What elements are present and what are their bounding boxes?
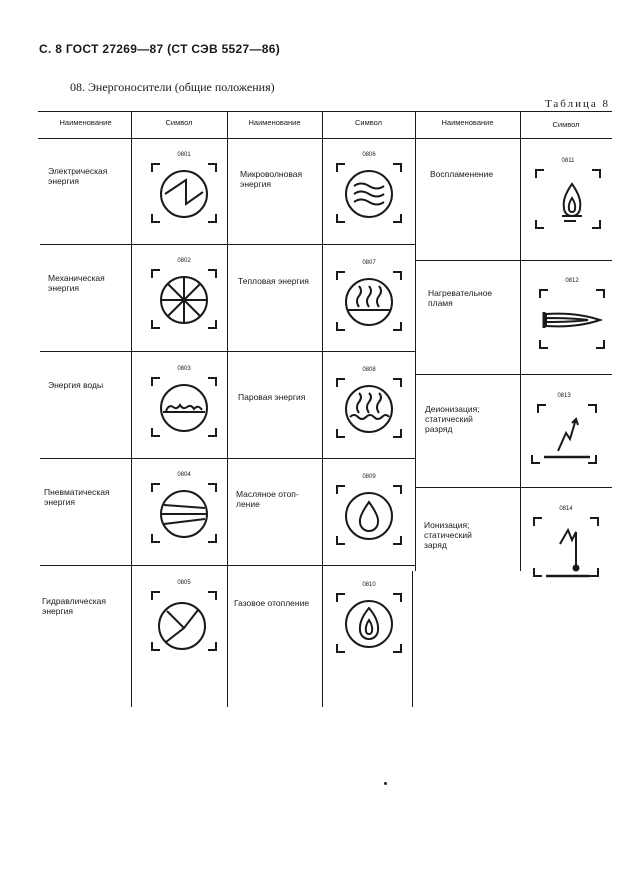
row-name: Паровая энергия bbox=[238, 392, 306, 402]
section-title: 08. Энергоносители (общие положения) bbox=[70, 80, 275, 94]
steam-energy-icon bbox=[329, 367, 409, 449]
ignition-icon bbox=[528, 158, 608, 240]
row-name: Масляное отоп-ление bbox=[236, 489, 299, 509]
gas-heating-icon bbox=[329, 582, 409, 664]
symbol-code: 0804 bbox=[177, 472, 191, 478]
row-name: Энергия воды bbox=[48, 380, 104, 390]
column-header-name: Наименование bbox=[441, 118, 494, 127]
symbol-code: 0803 bbox=[177, 366, 191, 372]
column-header-name: Наименование bbox=[59, 118, 112, 127]
column-header-symbol: Символ bbox=[165, 118, 193, 127]
symbol-code: 0808 bbox=[362, 367, 376, 373]
col-divider bbox=[131, 111, 132, 707]
symbol-code: 0805 bbox=[177, 580, 191, 586]
row-divider bbox=[415, 260, 612, 261]
row-divider bbox=[40, 351, 415, 352]
deionization-icon bbox=[524, 393, 604, 475]
row-name: Нагревательное пламя bbox=[428, 288, 493, 308]
row-name: Ионизация; статический заряд bbox=[424, 520, 472, 550]
symbol-code: 0810 bbox=[362, 582, 376, 588]
column-header-symbol: Символ bbox=[552, 120, 580, 129]
row-divider bbox=[40, 244, 415, 245]
row-divider bbox=[40, 458, 415, 459]
table-header-rule bbox=[38, 138, 612, 139]
column-header-symbol: Символ bbox=[354, 118, 383, 127]
row-name: Деионизация; статический разряд bbox=[425, 404, 480, 434]
symbol-code: 0801 bbox=[177, 152, 191, 158]
symbol-code: 0809 bbox=[362, 474, 376, 480]
page-header: С. 8 ГОСТ 27269—87 (СТ СЭВ 5527—86) bbox=[39, 42, 281, 56]
col-divider bbox=[412, 571, 413, 707]
microwave-energy-icon bbox=[329, 152, 409, 234]
row-divider bbox=[415, 487, 612, 488]
stray-mark bbox=[384, 782, 387, 785]
mechanical-energy-icon bbox=[144, 258, 224, 340]
ionization-icon bbox=[526, 506, 606, 588]
row-divider bbox=[415, 374, 612, 375]
row-divider bbox=[40, 565, 415, 566]
thermal-energy-icon bbox=[329, 260, 409, 342]
row-name: Воспламенение bbox=[430, 169, 494, 179]
col-divider bbox=[520, 111, 521, 571]
row-name: Электрическая энергия bbox=[48, 166, 108, 186]
row-name: Пневматическая энергия bbox=[44, 487, 110, 507]
row-name: Механическая энергия bbox=[48, 273, 105, 293]
col-divider bbox=[227, 111, 228, 707]
row-name: Микроволновая энергия bbox=[240, 169, 303, 189]
pneumatic-energy-icon bbox=[144, 472, 224, 554]
table-label: Таблица 8 bbox=[544, 98, 610, 110]
symbol-code: 0807 bbox=[362, 260, 376, 266]
symbol-code: 0814 bbox=[559, 506, 573, 512]
row-name: Тепловая энергия bbox=[238, 276, 309, 286]
hydraulic-energy-icon bbox=[144, 580, 224, 662]
heating-flame-icon bbox=[532, 278, 612, 360]
symbol-code: 0813 bbox=[557, 393, 571, 399]
water-energy-icon bbox=[144, 366, 224, 448]
column-header-name: Наименование bbox=[248, 118, 301, 127]
electric-energy-icon bbox=[144, 152, 224, 234]
symbol-code: 0802 bbox=[177, 258, 191, 264]
oil-heating-icon bbox=[329, 474, 409, 556]
col-divider bbox=[322, 111, 323, 707]
row-name: Газовое отопление bbox=[234, 598, 310, 608]
symbol-code: 0811 bbox=[561, 158, 575, 164]
symbol-code: 0812 bbox=[565, 278, 579, 284]
table-top-rule bbox=[38, 111, 612, 112]
row-name: Гидравлическая энергия bbox=[42, 596, 106, 616]
symbol-code: 0806 bbox=[362, 152, 376, 158]
col-divider bbox=[415, 111, 416, 571]
